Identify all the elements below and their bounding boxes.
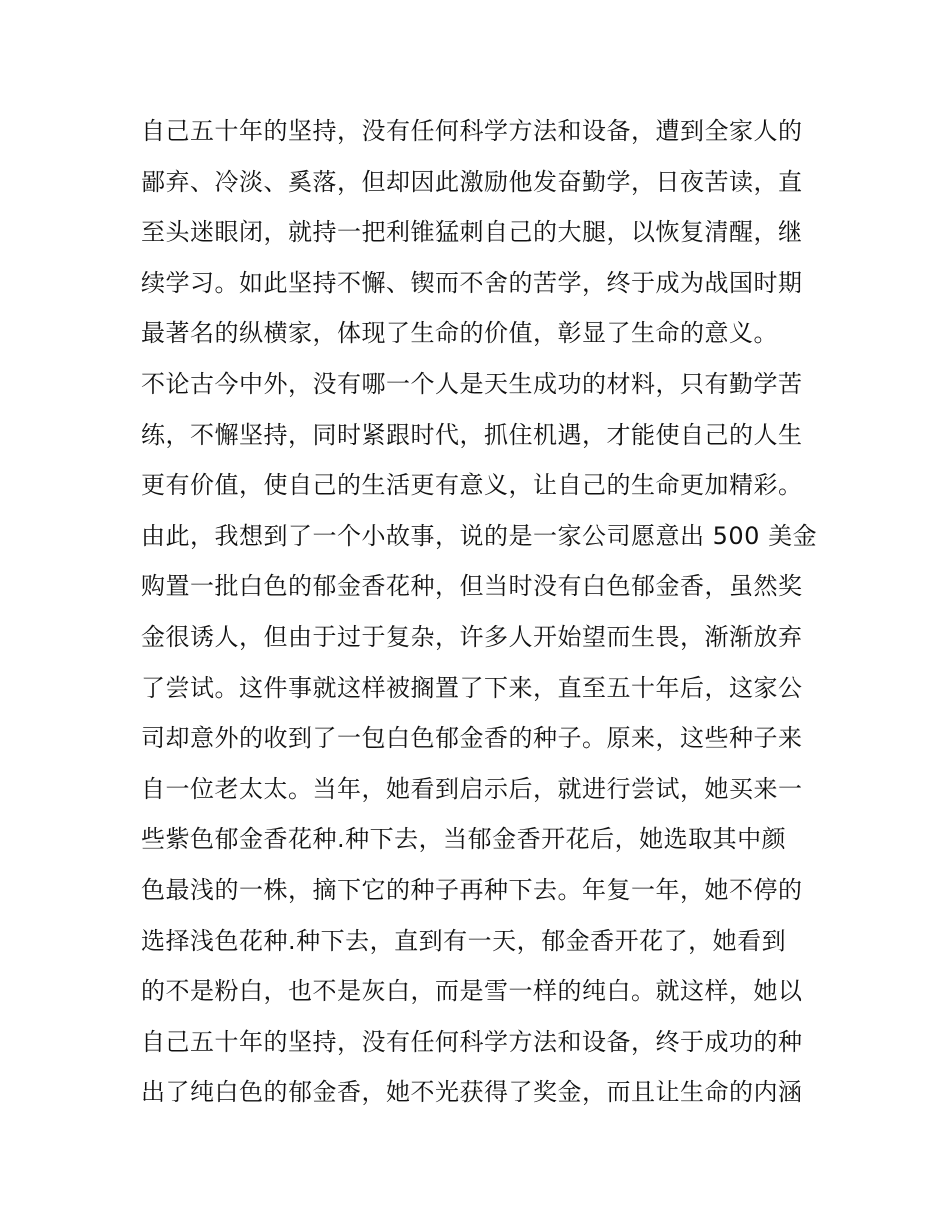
text-line: 练，不懈坚持，同时紧跟时代，抓住机遇，才能使自己的人生 [141,420,803,449]
text-line: 续学习。如此坚持不懈、锲而不舍的苦学，终于成为战国时期 [141,268,803,297]
text-line: 出了纯白色的郁金香，她不光获得了奖金，而且让生命的内涵 [141,1078,803,1107]
text-line: 由此，我想到了一个小故事，说的是一家公司愿意出 500 美金 [141,521,818,550]
text-line: 了尝试。这件事就这样被搁置了下来，直至五十年后，这家公 [141,673,803,702]
text-line: 更有价值，使自己的生活更有意义，让自己的生命更加精彩。 [141,471,803,500]
text-line: 鄙弃、冷淡、奚落，但却因此激励他发奋勤学，日夜苦读，直 [141,167,803,196]
text-line: 的不是粉白，也不是灰白，而是雪一样的纯白。就这样，她以 [141,977,803,1006]
text-line: 自一位老太太。当年，她看到启示后，就进行尝试，她买来一 [141,774,803,803]
text-line: 自己五十年的坚持，没有任何科学方法和设备，遭到全家人的 [141,117,803,145]
text-line: 自己五十年的坚持，没有任何科学方法和设备，终于成功的种 [141,1027,803,1056]
body-text [141,106,821,1118]
text-line: 至头迷眼闭，就持一把利锥猛刺自己的大腿，以恢复清醒，继 [141,218,803,247]
text-line: 些紫色郁金香花种.种下去，当郁金香开花后，她选取其中颜 [141,825,787,854]
text-line: 金很诱人，但由于过于复杂，许多人开始望而生畏，渐渐放弃 [141,622,803,651]
text-line: 最著名的纵横家，体现了生命的价值，彰显了生命的意义。 [141,319,778,348]
text-line: 司却意外的收到了一包白色郁金香的种子。原来，这些种子来 [141,724,803,753]
text-line: 购置一批白色的郁金香花种，但当时没有白色郁金香，虽然奖 [141,572,803,601]
text-line: 色最浅的一株，摘下它的种子再种下去。年复一年，她不停的 [141,875,803,904]
text-line: 不论古今中外，没有哪一个人是天生成功的材料，只有勤学苦 [141,369,803,398]
text-line: 选择浅色花种.种下去，直到有一天，郁金香开花了，她看到 [141,926,787,955]
